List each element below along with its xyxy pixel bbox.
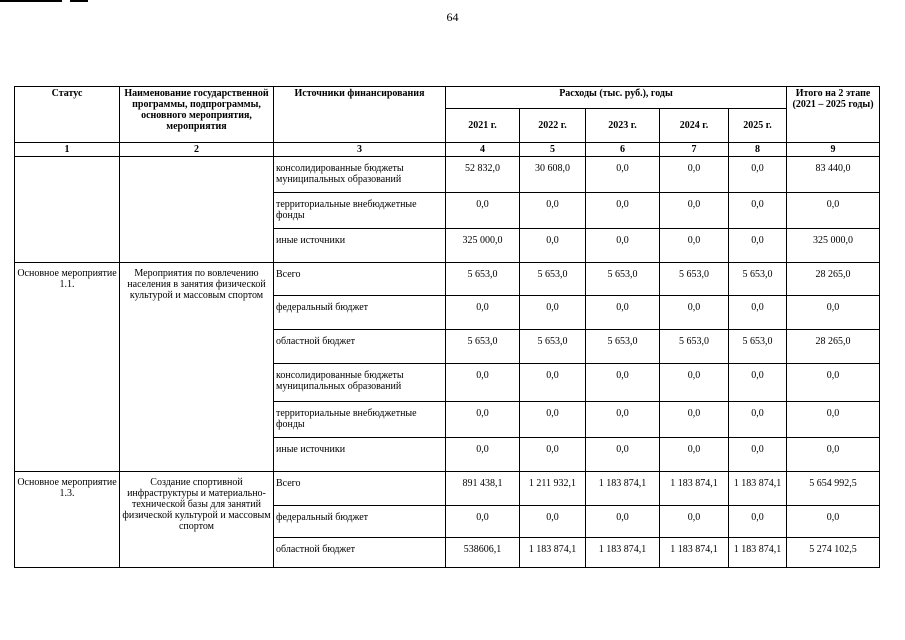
value-cell: 0,0: [520, 364, 586, 402]
value-cell: 1 183 874,1: [586, 538, 660, 568]
page-number: 64: [446, 10, 459, 24]
value-cell: 1 183 874,1: [520, 538, 586, 568]
value-cell: 0,0: [660, 364, 729, 402]
scan-mark-left: [0, 0, 62, 2]
value-cell: 0,0: [446, 193, 520, 229]
value-cell: 0,0: [729, 438, 787, 472]
value-cell: 0,0: [729, 193, 787, 229]
column-number: 9: [787, 143, 880, 157]
header-year: 2022 г.: [520, 109, 586, 143]
value-cell: 5 653,0: [446, 330, 520, 364]
scan-mark-right: [70, 0, 88, 2]
value-cell: 0,0: [586, 193, 660, 229]
value-cell: 0,0: [729, 402, 787, 438]
value-cell: 5 653,0: [520, 263, 586, 296]
value-cell: 0,0: [520, 402, 586, 438]
financing-table: [14, 86, 880, 568]
column-number: 1: [15, 143, 120, 157]
value-cell: 5 653,0: [660, 330, 729, 364]
total-cell: 83 440,0: [787, 157, 880, 193]
value-cell: 1 183 874,1: [586, 472, 660, 506]
total-cell: 5 654 992,5: [787, 472, 880, 506]
funding-source-cell: территориальные внебюджетные фонды: [274, 193, 446, 229]
value-cell: 0,0: [586, 229, 660, 263]
value-cell: 0,0: [520, 229, 586, 263]
total-cell: 0,0: [787, 402, 880, 438]
value-cell: 538606,1: [446, 538, 520, 568]
value-cell: 5 653,0: [446, 263, 520, 296]
value-cell: 0,0: [446, 506, 520, 538]
header-year: 2024 г.: [660, 109, 729, 143]
funding-source-cell: консолидированные бюджеты муниципальных образований: [274, 364, 446, 402]
value-cell: 0,0: [586, 364, 660, 402]
header-name: Наименование государственной программы, подпрограммы, основного мероприятия, мероприятия: [120, 87, 274, 143]
value-cell: 0,0: [520, 296, 586, 330]
funding-source-cell: федеральный бюджет: [274, 506, 446, 538]
value-cell: 1 183 874,1: [729, 472, 787, 506]
value-cell: 0,0: [446, 402, 520, 438]
value-cell: 0,0: [520, 506, 586, 538]
program-name-cell: Мероприятия по вовлечению населения в занятия физической культурой и массовым спортом: [120, 263, 274, 472]
value-cell: 52 832,0: [446, 157, 520, 193]
value-cell: 0,0: [520, 438, 586, 472]
value-cell: 0,0: [660, 296, 729, 330]
total-cell: 0,0: [787, 193, 880, 229]
header-expenses: Расходы (тыс. руб.), годы: [446, 87, 787, 109]
value-cell: 0,0: [446, 296, 520, 330]
funding-source-cell: федеральный бюджет: [274, 296, 446, 330]
value-cell: 0,0: [729, 296, 787, 330]
value-cell: 0,0: [446, 438, 520, 472]
funding-source-cell: областной бюджет: [274, 330, 446, 364]
value-cell: 0,0: [586, 438, 660, 472]
value-cell: 0,0: [729, 506, 787, 538]
funding-source-cell: территориальные внебюджетные фонды: [274, 402, 446, 438]
funding-source-cell: областной бюджет: [274, 538, 446, 568]
value-cell: 5 653,0: [729, 330, 787, 364]
column-number: 7: [660, 143, 729, 157]
header-year: 2025 г.: [729, 109, 787, 143]
value-cell: 30 608,0: [520, 157, 586, 193]
value-cell: 0,0: [729, 157, 787, 193]
funding-source-cell: Всего: [274, 263, 446, 296]
value-cell: 0,0: [660, 438, 729, 472]
total-cell: 0,0: [787, 364, 880, 402]
status-cell: [15, 157, 120, 263]
value-cell: 0,0: [520, 193, 586, 229]
header-year: 2023 г.: [586, 109, 660, 143]
header-status: Статус: [15, 87, 120, 143]
total-cell: 325 000,0: [787, 229, 880, 263]
program-name-cell: Создание спортивной инфраструктуры и материально-технической базы для занятий физической культурой и массовым спортом: [120, 472, 274, 568]
value-cell: 891 438,1: [446, 472, 520, 506]
value-cell: 5 653,0: [520, 330, 586, 364]
header-total: Итого на 2 этапе (2021 – 2025 годы): [787, 87, 880, 143]
column-number: 4: [446, 143, 520, 157]
value-cell: 1 183 874,1: [660, 538, 729, 568]
header-source: Источники финансирования: [274, 87, 446, 143]
total-cell: 0,0: [787, 296, 880, 330]
value-cell: 5 653,0: [586, 330, 660, 364]
column-number: 2: [120, 143, 274, 157]
value-cell: 0,0: [660, 229, 729, 263]
funding-source-cell: Всего: [274, 472, 446, 506]
table-body: [15, 157, 880, 568]
funding-source-cell: иные источники: [274, 438, 446, 472]
funding-source-cell: иные источники: [274, 229, 446, 263]
column-number: 5: [520, 143, 586, 157]
table-row: [15, 472, 880, 506]
total-cell: 28 265,0: [787, 263, 880, 296]
status-cell: Основное мероприятие 1.3.: [15, 472, 120, 568]
value-cell: 1 211 932,1: [520, 472, 586, 506]
value-cell: 0,0: [586, 296, 660, 330]
value-cell: 0,0: [586, 402, 660, 438]
value-cell: 0,0: [729, 364, 787, 402]
value-cell: 1 183 874,1: [729, 538, 787, 568]
value-cell: 0,0: [660, 193, 729, 229]
table-row: [15, 263, 880, 296]
value-cell: 1 183 874,1: [660, 472, 729, 506]
column-number: 3: [274, 143, 446, 157]
value-cell: 5 653,0: [660, 263, 729, 296]
column-number: 8: [729, 143, 787, 157]
value-cell: 5 653,0: [729, 263, 787, 296]
total-cell: 28 265,0: [787, 330, 880, 364]
value-cell: 0,0: [660, 157, 729, 193]
table-row: [15, 157, 880, 193]
program-name-cell: [120, 157, 274, 263]
funding-source-cell: консолидированные бюджеты муниципальных образований: [274, 157, 446, 193]
value-cell: 0,0: [660, 402, 729, 438]
status-cell: Основное мероприятие 1.1.: [15, 263, 120, 472]
value-cell: 325 000,0: [446, 229, 520, 263]
value-cell: 0,0: [586, 157, 660, 193]
total-cell: 0,0: [787, 438, 880, 472]
total-cell: 5 274 102,5: [787, 538, 880, 568]
value-cell: 5 653,0: [586, 263, 660, 296]
value-cell: 0,0: [586, 506, 660, 538]
header-year: 2021 г.: [446, 109, 520, 143]
value-cell: 0,0: [446, 364, 520, 402]
value-cell: 0,0: [729, 229, 787, 263]
column-number: 6: [586, 143, 660, 157]
total-cell: 0,0: [787, 506, 880, 538]
value-cell: 0,0: [660, 506, 729, 538]
